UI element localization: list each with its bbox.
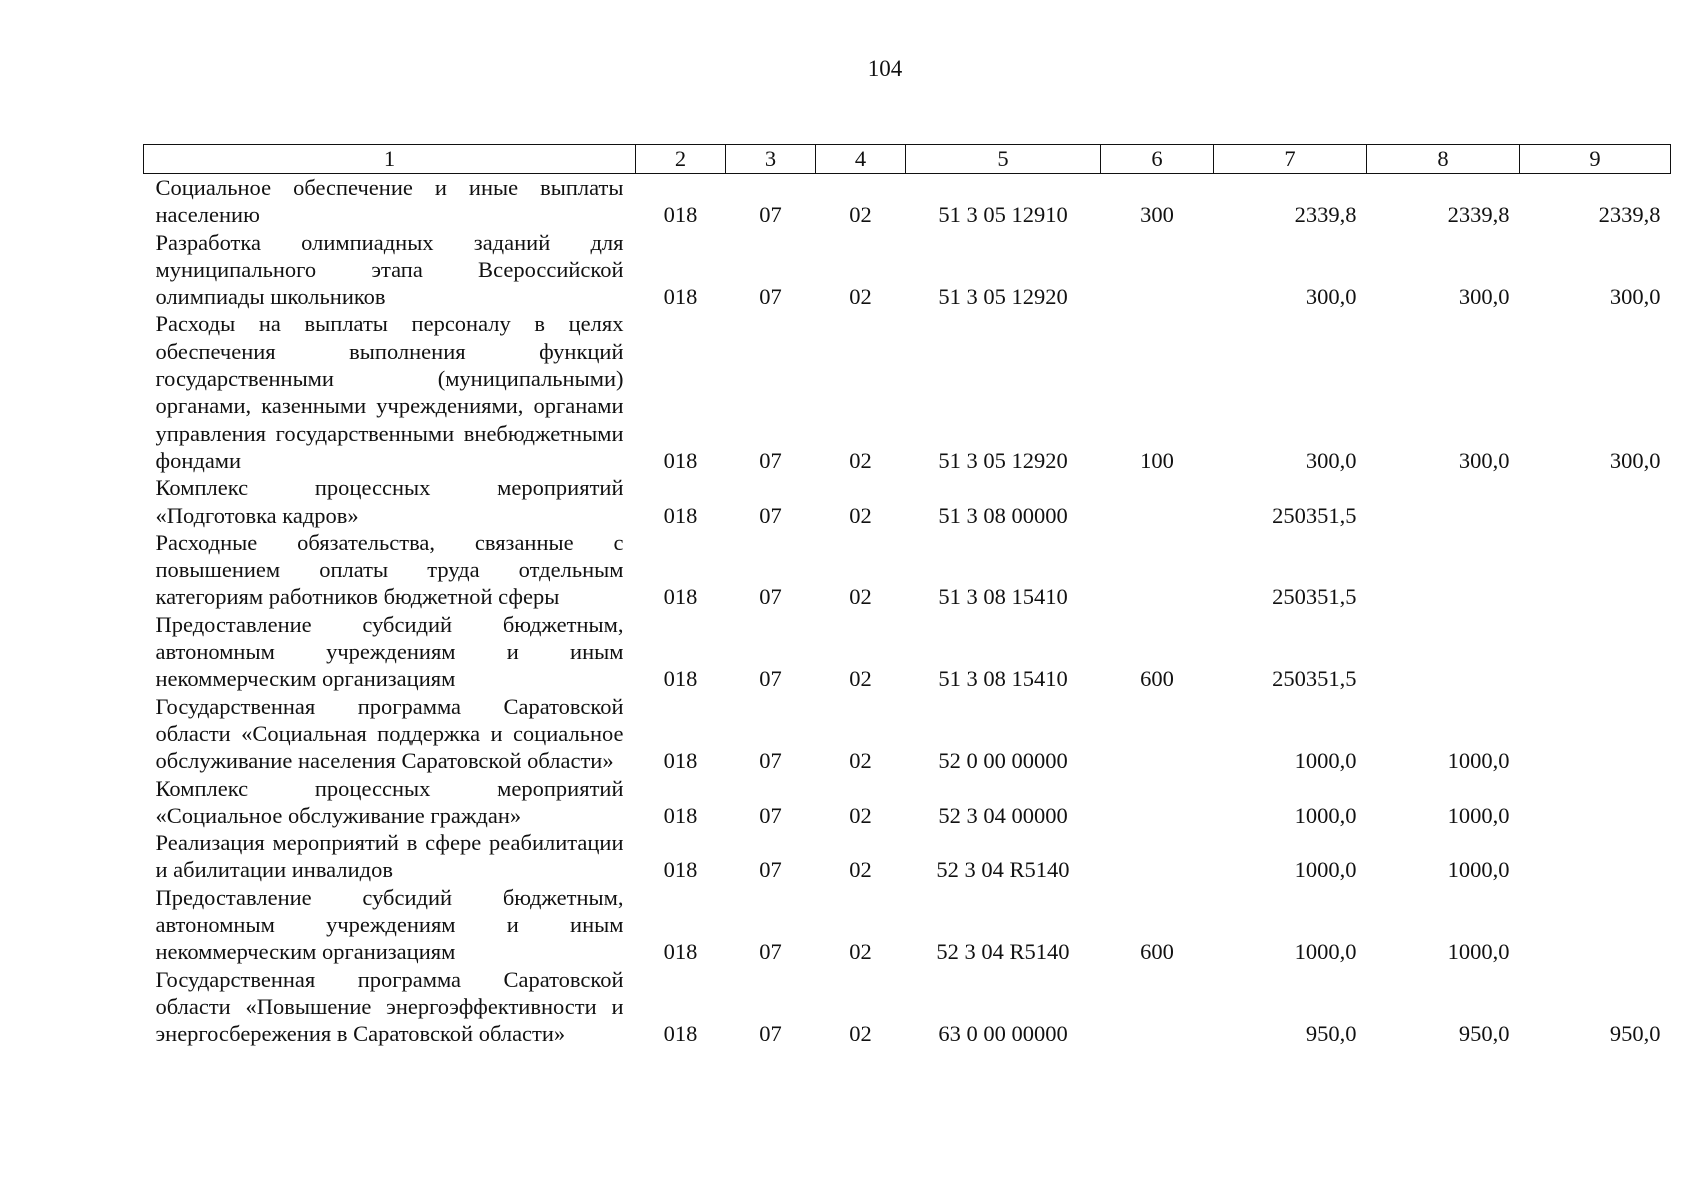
cell-section: 07	[759, 802, 782, 828]
cell-amount-8: 1000,0	[1447, 748, 1510, 774]
page-number: 104	[867, 56, 903, 81]
cell-amount-8: 2339,8	[1447, 202, 1510, 228]
cell-ministry: 018	[663, 666, 698, 692]
table-row	[144, 693, 1671, 775]
cell-section: 07	[759, 666, 782, 692]
table-row	[144, 174, 1671, 229]
cell-section: 07	[759, 857, 782, 883]
cell-amount-7: 250351,5	[1272, 666, 1357, 692]
table-row	[144, 884, 1671, 966]
cell-amount-7: 250351,5	[1272, 502, 1357, 528]
cell-ministry: 018	[663, 284, 698, 310]
cell-amount-7: 1000,0	[1294, 802, 1357, 828]
cell-target-article: 51 3 08 15410	[938, 584, 1068, 610]
cell-target-article: 51 3 05 12920	[938, 284, 1068, 310]
column-header: 2	[636, 145, 726, 174]
cell-amount-9	[1520, 474, 1671, 529]
table-row	[144, 775, 1671, 830]
row-description: Государственная программа Саратовской области «Повышение энергоэффективности и энергосбережения в Саратовской области»	[155, 966, 624, 1047]
row-description: Социальное обеспечение и иные выплаты населению	[155, 175, 624, 228]
cell-expense-type: 600	[1140, 939, 1174, 965]
cell-expense-type: 100	[1140, 447, 1174, 473]
cell-amount-9	[1520, 884, 1671, 966]
cell-amount-7: 1000,0	[1294, 939, 1357, 965]
cell-section: 07	[759, 1021, 782, 1047]
cell-subsection: 02	[849, 939, 872, 965]
cell-description	[144, 229, 636, 311]
cell-amount-9	[1520, 611, 1671, 693]
cell-subsection: 02	[849, 748, 872, 774]
column-header: 3	[726, 145, 816, 174]
cell-section: 07	[759, 939, 782, 965]
table-row	[144, 529, 1671, 611]
cell-ministry: 018	[663, 802, 698, 828]
cell-amount-9: 950,0	[1609, 1021, 1661, 1047]
cell-description	[144, 310, 636, 474]
cell-subsection: 02	[849, 447, 872, 473]
cell-description	[144, 884, 636, 966]
cell-ministry: 018	[663, 202, 698, 228]
cell-amount-7: 250351,5	[1272, 584, 1357, 610]
cell-description	[144, 966, 636, 1048]
cell-subsection: 02	[849, 502, 872, 528]
column-header: 8	[1367, 145, 1520, 174]
cell-expense-type	[1101, 229, 1214, 311]
cell-amount-8	[1367, 611, 1520, 693]
table-row	[144, 966, 1671, 1048]
cell-ministry: 018	[663, 748, 698, 774]
cell-target-article: 51 3 08 00000	[938, 502, 1068, 528]
cell-description	[144, 474, 636, 529]
row-description: Предоставление субсидий бюджетным, автономным учреждениям и иным некоммерческим организациям	[155, 611, 624, 692]
cell-amount-9: 300,0	[1609, 284, 1661, 310]
cell-amount-7: 300,0	[1305, 284, 1357, 310]
column-header: 4	[816, 145, 906, 174]
cell-target-article: 52 3 04 R5140	[936, 857, 1070, 883]
cell-target-article: 52 3 04 R5140	[936, 939, 1070, 965]
table-row	[144, 229, 1671, 311]
cell-ministry: 018	[663, 447, 698, 473]
row-description: Реализация мероприятий в сфере реабилитации и абилитации инвалидов	[155, 830, 624, 883]
table-row	[144, 829, 1671, 884]
cell-expense-type	[1101, 775, 1214, 830]
cell-subsection: 02	[849, 202, 872, 228]
cell-ministry: 018	[663, 857, 698, 883]
cell-amount-8: 300,0	[1458, 447, 1510, 473]
cell-target-article: 51 3 05 12910	[938, 202, 1068, 228]
cell-amount-7: 1000,0	[1294, 857, 1357, 883]
cell-section: 07	[759, 284, 782, 310]
cell-amount-7: 2339,8	[1294, 202, 1357, 228]
cell-amount-7: 300,0	[1305, 447, 1357, 473]
cell-target-article: 63 0 00 00000	[938, 1021, 1068, 1047]
cell-expense-type	[1101, 829, 1214, 884]
column-header: 6	[1101, 145, 1214, 174]
cell-amount-9: 2339,8	[1598, 202, 1661, 228]
row-description: Комплекс процессных мероприятий «Социальное обслуживание граждан»	[155, 775, 624, 828]
cell-amount-9: 300,0	[1609, 447, 1661, 473]
cell-expense-type	[1101, 966, 1214, 1048]
cell-subsection: 02	[849, 284, 872, 310]
cell-amount-9	[1520, 693, 1671, 775]
cell-amount-8	[1367, 529, 1520, 611]
column-header: 9	[1520, 145, 1671, 174]
cell-amount-8	[1367, 474, 1520, 529]
cell-description	[144, 693, 636, 775]
cell-ministry: 018	[663, 939, 698, 965]
cell-amount-8: 300,0	[1458, 284, 1510, 310]
cell-subsection: 02	[849, 802, 872, 828]
cell-amount-7: 950,0	[1305, 1021, 1357, 1047]
cell-ministry: 018	[663, 584, 698, 610]
cell-description	[144, 529, 636, 611]
budget-table	[143, 144, 1671, 1048]
cell-target-article: 52 0 00 00000	[938, 748, 1068, 774]
cell-amount-8: 950,0	[1458, 1021, 1510, 1047]
table-header-row	[144, 145, 1671, 174]
cell-description	[144, 174, 636, 229]
cell-expense-type: 300	[1140, 202, 1174, 228]
row-description: Расходные обязательства, связанные с повышением оплаты труда отдельным категориям работников бюджетной сферы	[155, 529, 624, 610]
row-description: Предоставление субсидий бюджетным, автономным учреждениям и иным некоммерческим организациям	[155, 884, 624, 965]
row-description: Комплекс процессных мероприятий «Подготовка кадров»	[155, 475, 624, 528]
table-row	[144, 611, 1671, 693]
cell-subsection: 02	[849, 584, 872, 610]
cell-section: 07	[759, 202, 782, 228]
column-header: 5	[906, 145, 1101, 174]
cell-description	[144, 829, 636, 884]
row-description: Расходы на выплаты персоналу в целях обеспечения выполнения функций государственными (муниципальными) органами, казенными учреждениями, органами управления государственными внебюджетными фондами	[155, 311, 624, 473]
cell-amount-8: 1000,0	[1447, 802, 1510, 828]
cell-target-article: 51 3 08 15410	[938, 666, 1068, 692]
cell-expense-type	[1101, 693, 1214, 775]
table-row	[144, 474, 1671, 529]
cell-section: 07	[759, 502, 782, 528]
cell-ministry: 018	[663, 502, 698, 528]
cell-expense-type	[1101, 529, 1214, 611]
cell-amount-9	[1520, 775, 1671, 830]
cell-amount-7: 1000,0	[1294, 748, 1357, 774]
cell-ministry: 018	[663, 1021, 698, 1047]
cell-description	[144, 775, 636, 830]
cell-section: 07	[759, 584, 782, 610]
row-description: Разработка олимпиадных заданий для муниципального этапа Всероссийской олимпиады школьников	[155, 229, 624, 310]
cell-amount-8: 1000,0	[1447, 939, 1510, 965]
cell-target-article: 52 3 04 00000	[938, 802, 1068, 828]
cell-amount-9	[1520, 829, 1671, 884]
cell-expense-type	[1101, 474, 1214, 529]
row-description: Государственная программа Саратовской области «Социальная поддержка и социальное обслуживание населения Саратовской области»	[155, 693, 624, 774]
cell-subsection: 02	[849, 666, 872, 692]
cell-description	[144, 611, 636, 693]
cell-target-article: 51 3 05 12920	[938, 447, 1068, 473]
cell-subsection: 02	[849, 1021, 872, 1047]
table-row	[144, 310, 1671, 474]
column-header: 7	[1214, 145, 1367, 174]
cell-section: 07	[759, 447, 782, 473]
column-header: 1	[144, 145, 636, 174]
cell-amount-9	[1520, 529, 1671, 611]
cell-subsection: 02	[849, 857, 872, 883]
cell-expense-type: 600	[1140, 666, 1174, 692]
cell-section: 07	[759, 748, 782, 774]
cell-amount-8: 1000,0	[1447, 857, 1510, 883]
